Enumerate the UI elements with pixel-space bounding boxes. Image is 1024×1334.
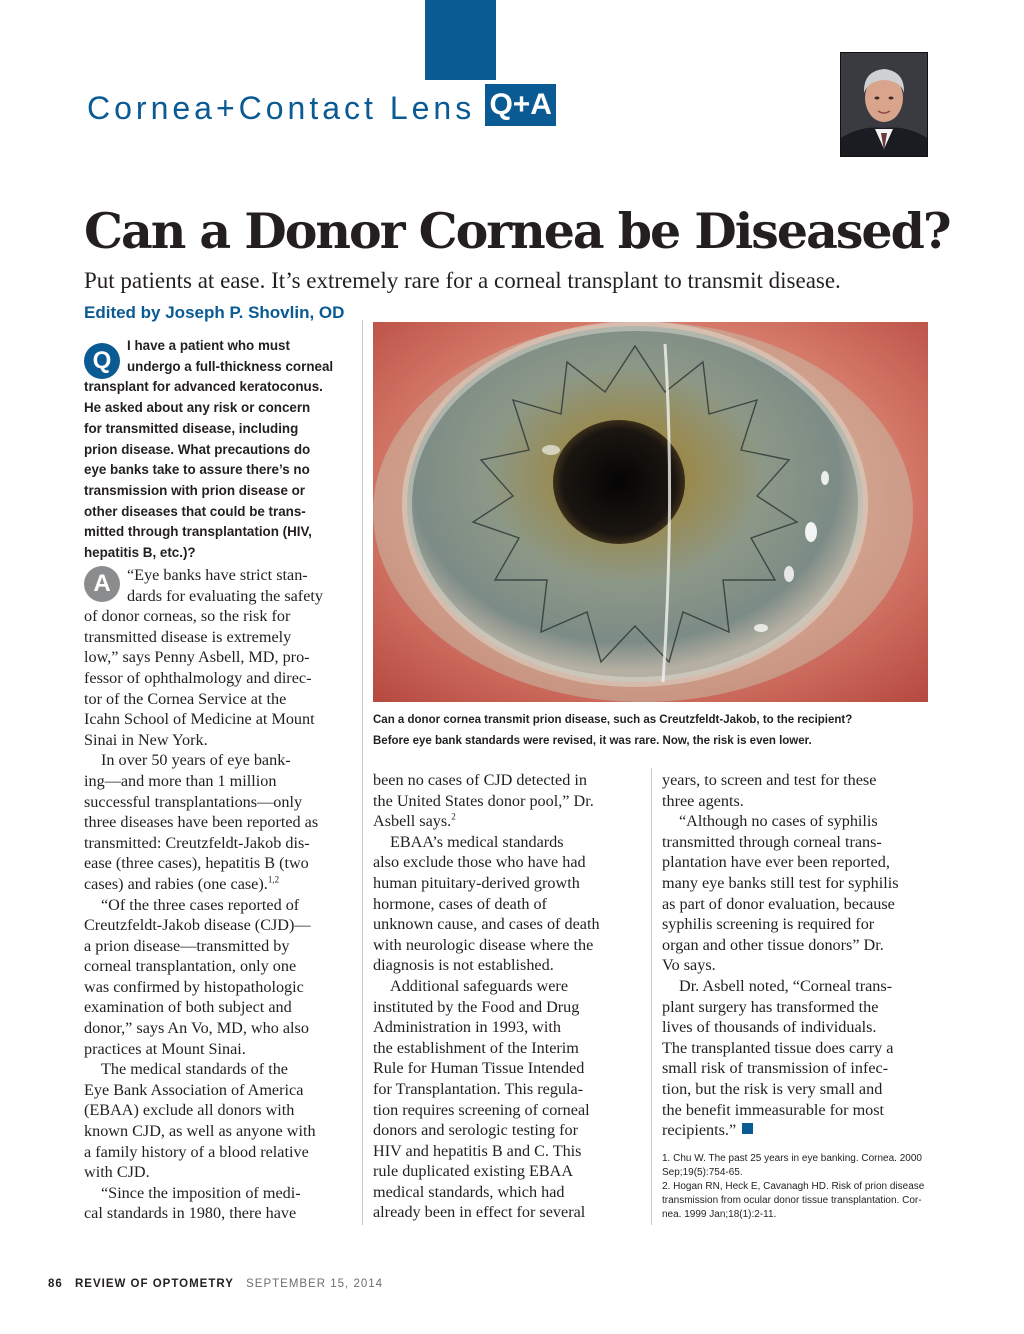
body-line: successful transplantations—only (84, 792, 303, 811)
body-line: “Since the imposition of medi- (101, 1183, 301, 1202)
question-line: transplant for advanced keratoconus. (84, 379, 323, 395)
question-line: mitted through transplantation (HIV, (84, 524, 312, 540)
body-line: “Of the three cases reported of (101, 895, 300, 914)
body-line: HIV and hepatitis B and C. This (373, 1141, 582, 1160)
body-column-2 (373, 770, 643, 1223)
body-line: medical standards, which had (373, 1182, 565, 1201)
body-line: Eye Bank Association of America (84, 1080, 304, 1099)
question-line: prion disease. What precautions do (84, 441, 311, 457)
question-line: He asked about any risk or concern (84, 400, 311, 416)
body-line: donors and serologic testing for (373, 1121, 578, 1140)
body-line: In over 50 years of eye bank- (101, 751, 291, 770)
body-line: plant surgery has transformed the (662, 997, 879, 1016)
question-drop-letter: Q (84, 343, 120, 379)
body-line: Vo says. (662, 956, 716, 975)
body-line: as part of donor evaluation, because (662, 894, 895, 913)
editor-photo (840, 52, 928, 157)
section-name: Cornea+Contact Lens (87, 90, 476, 126)
reference-line: nea. 1999 Jan;18(1):2-11. (662, 1209, 777, 1220)
caption-line: Before eye bank standards were revised, it was rare. Now, the risk is even lower. (373, 735, 812, 747)
body-line: a family history of a blood relative (84, 1142, 309, 1161)
body-line: Administration in 1993, with (373, 1018, 561, 1037)
portrait-image (841, 53, 927, 156)
body-line: known CJD, as well as anyone with (84, 1122, 316, 1141)
body-line: practices at Mount Sinai. (84, 1039, 246, 1058)
body-line: Dr. Asbell noted, “Corneal trans- (679, 976, 893, 995)
body-column-3 (662, 770, 932, 1141)
body-line: also exclude those who have had (373, 853, 586, 872)
cornea-transplant-photo (373, 322, 928, 702)
body-line: diagnosis is not established. (373, 956, 554, 975)
body-line: many eye banks still test for syphilis (662, 873, 899, 892)
body-text: recipients.” (662, 1121, 737, 1140)
body-line: years, to screen and test for these (662, 771, 877, 789)
body-line: three agents. (662, 791, 744, 810)
caption-line: Can a donor cornea transmit prion disease, such as Creutzfeldt-Jakob, to the recipient? (373, 714, 853, 726)
reference-line: Sep;19(5):754-65. (662, 1167, 743, 1178)
body-line: already been in effect for several (373, 1203, 586, 1222)
body-line: syphilis screening is required for (662, 915, 875, 934)
body-line: “Although no cases of syphilis (679, 812, 878, 831)
column-divider (362, 320, 363, 1225)
end-mark-icon (742, 1123, 753, 1134)
body-line (662, 1120, 932, 1141)
question-line: hepatitis B, etc.)? (84, 545, 196, 561)
body-line: Additional safeguards were (390, 976, 568, 995)
question-line: undergo a full-thickness corneal (127, 358, 334, 374)
body-line: Icahn School of Medicine at Mount (84, 710, 315, 729)
body-line: ing—and more than 1 million (84, 771, 277, 790)
body-line: ease (three cases), hepatitis B (two (84, 854, 309, 873)
article-subhead: Put patients at ease. It’s extremely rare for a corneal transplant to transmit disease. (84, 268, 841, 293)
body-line: of donor corneas, so the risk for (84, 607, 291, 626)
body-line: hormone, cases of death of (373, 894, 547, 913)
reference-line: transmission from ocular donor tissue transplantation. Cor- (662, 1195, 922, 1206)
question-line: for transmitted disease, including (84, 420, 299, 436)
body-line: transmitted through corneal trans- (662, 832, 882, 851)
body-line: tion requires screening of corneal (373, 1100, 590, 1119)
magazine-name: REVIEW OF OPTOMETRY (75, 1278, 234, 1290)
body-line: donor,” says An Vo, MD, who also (84, 1019, 309, 1038)
body-line: with neurologic disease where the (373, 935, 594, 954)
body-line: Rule for Human Tissue Intended (373, 1059, 585, 1078)
column-divider (651, 768, 652, 1225)
body-line: transmitted disease is extremely (84, 627, 292, 646)
body-line: corneal transplantation, only one (84, 957, 297, 976)
question-text (84, 336, 359, 564)
section-header (87, 84, 556, 126)
article-byline: Edited by Joseph P. Shovlin, OD (84, 303, 345, 322)
question-line: eye banks take to assure there’s no (84, 462, 310, 478)
body-line: unknown cause, and cases of death (373, 915, 600, 934)
body-line: cal standards in 1980, there have (84, 1204, 297, 1223)
body-line: been no cases of CJD detected in (373, 771, 587, 789)
body-line: Sinai in New York. (84, 730, 208, 749)
body-line: tor of the Cornea Service at the (84, 689, 287, 708)
photo-caption (373, 710, 933, 752)
body-line (373, 811, 643, 832)
body-line: Creutzfeldt-Jakob disease (CJD)— (84, 916, 311, 935)
reference-line: 1. Chu W. The past 25 years in eye banking. Cornea. 2000 (662, 1153, 922, 1164)
body-line: small risk of transmission of infec- (662, 1059, 889, 1078)
citation-sup: 1,2 (267, 874, 280, 885)
body-line: tion, but the risk is very small and (662, 1079, 883, 1098)
body-line: examination of both subject and (84, 998, 292, 1017)
body-line: a prion disease—transmitted by (84, 936, 290, 955)
article-headline: Can a Donor Cornea be Diseased? (84, 202, 950, 260)
body-line: low,” says Penny Asbell, MD, pro- (84, 648, 310, 667)
body-line: with CJD. (84, 1163, 150, 1182)
references (662, 1152, 932, 1222)
page-number: 86 (48, 1278, 63, 1290)
body-line: The transplanted tissue does carry a (662, 1038, 894, 1057)
eye-image (373, 322, 928, 702)
body-line: transmitted: Creutzfeldt-Jakob dis- (84, 833, 310, 852)
body-column-1 (84, 565, 359, 1224)
body-line: lives of thousands of individuals. (662, 1018, 877, 1037)
body-text: cases) and rabies (one case). (84, 874, 268, 893)
body-line: the benefit immeasurable for most (662, 1100, 885, 1119)
page-footer (48, 1276, 383, 1292)
header-color-bar (425, 0, 496, 80)
body-line: human pituitary-derived growth (373, 873, 580, 892)
body-line: fessor of ophthalmology and direc- (84, 668, 312, 687)
body-line: instituted by the Food and Drug (373, 997, 580, 1016)
body-line (84, 874, 359, 895)
body-line: the United States donor pool,” Dr. (373, 791, 594, 810)
body-line: for Transplantation. This regula- (373, 1079, 584, 1098)
citation-sup: 2 (451, 811, 456, 822)
answer-drop-letter: A (84, 566, 120, 602)
body-line: was confirmed by histopathologic (84, 977, 304, 996)
body-line: plantation have ever been reported, (662, 853, 890, 872)
body-line: the establishment of the Interim (373, 1038, 579, 1057)
question-line: other diseases that could be trans- (84, 503, 306, 519)
question-line: transmission with prion disease or (84, 482, 305, 498)
body-line: dards for evaluating the safety (127, 586, 323, 605)
body-line: “Eye banks have strict stan- (127, 566, 308, 584)
issue-date: SEPTEMBER 15, 2014 (246, 1278, 384, 1290)
question-line: I have a patient who must (127, 338, 290, 353)
reference-line: 2. Hogan RN, Heck E, Cavanagh HD. Risk of prion disease (662, 1181, 925, 1192)
body-line: (EBAA) exclude all donors with (84, 1101, 295, 1120)
qa-badge: Q+A (485, 84, 556, 126)
body-text: Asbell says. (373, 812, 452, 831)
body-line: organ and other tissue donors” Dr. (662, 935, 884, 954)
body-line: The medical standards of the (101, 1060, 288, 1079)
body-line: three diseases have been reported as (84, 813, 319, 832)
body-line: rule duplicated existing EBAA (373, 1162, 574, 1181)
body-line: EBAA’s medical standards (390, 832, 564, 851)
